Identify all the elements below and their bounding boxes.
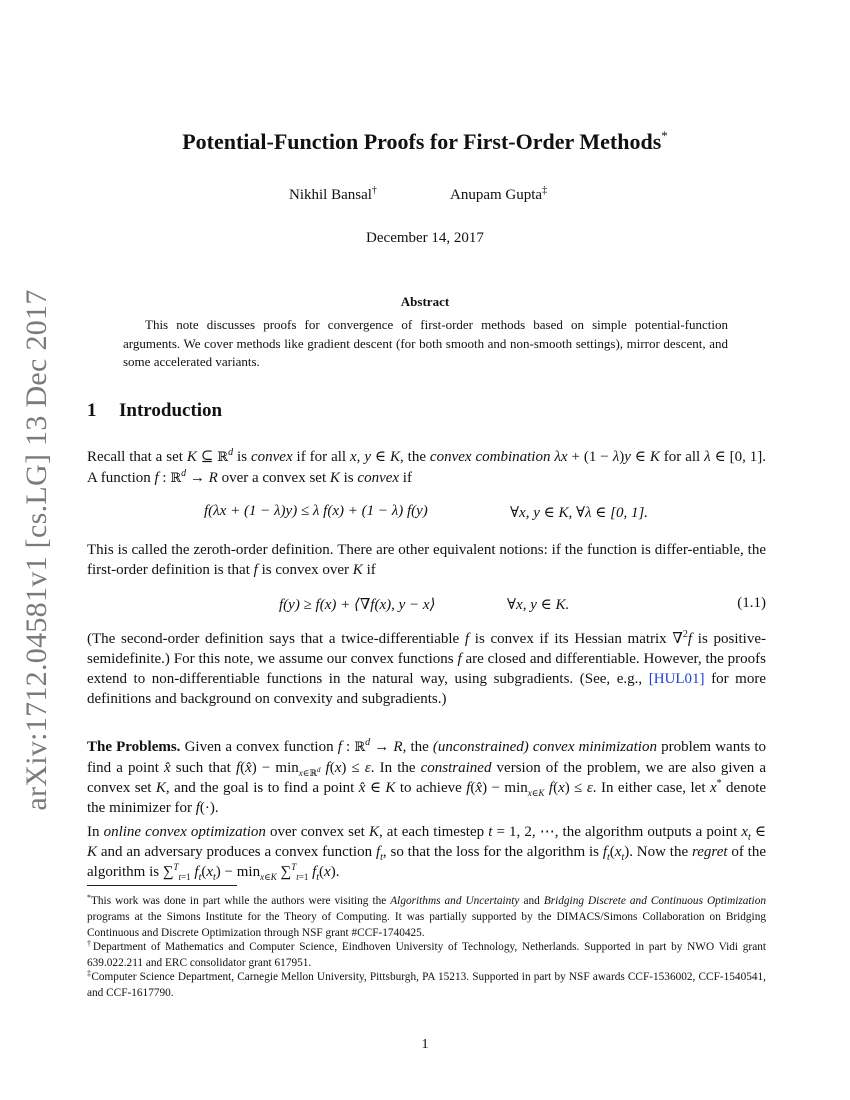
intro-paragraph-3: (The second-order definition says that a twice-differentiable f is convex if its Hessian matrix ∇$^2$f is positive-semidefinite.) For this note, we assume our convex functions f are closed and differentiable. However, the proofs extend to non-differentiable functions in the natural way, using subgradients. (See, e.g., [HUL01] for more definitions and background on convexity and subgradients.) bbox=[87, 629, 766, 707]
text-run: is bbox=[339, 470, 358, 486]
program-name: Algorithms and Uncertainty bbox=[390, 895, 520, 907]
term-regret: regret bbox=[691, 844, 728, 860]
text-run: , the bbox=[399, 449, 430, 465]
title-text: Potential-Function Proofs for First-Order Methods bbox=[182, 129, 662, 154]
footnote-2 bbox=[87, 939, 766, 971]
text-run: denote the minimizer for bbox=[87, 780, 767, 816]
author-bansal bbox=[289, 187, 377, 204]
text-run: if for all bbox=[292, 449, 350, 465]
text-run: problem wants to find a point bbox=[87, 739, 767, 776]
text-run: is bbox=[233, 449, 251, 465]
abstract-heading: Abstract bbox=[400, 294, 450, 309]
abstract-text: This note discusses proofs for convergence of first-order methods based on simple potential-function arguments. We cover methods like gradient descent (for both smooth and non-smooth settings), mirror descent, and some accelerated variants. bbox=[123, 317, 728, 369]
section-number: 1 bbox=[87, 400, 97, 421]
text-run: version of the problem, we are also given a convex set bbox=[87, 760, 767, 796]
online-paragraph: In online convex optimization over convex set K, at each timestep t = 1, 2, ⋯, the algorithm outputs a point $x_t$ ∈ K and an adversary produces a convex function $f_t$, so that the loss for the algorithm is $f_t(x_t)$. Now the regret of the algorithm is ∑$^T_{t=1}$ $f_t(x_t) - \min_{x\in K} \sum^T_{t=1}$ $f_t(x)$. bbox=[87, 824, 767, 883]
text-run: . bbox=[335, 864, 340, 880]
text-run: if bbox=[399, 470, 412, 486]
text-run: if bbox=[362, 562, 376, 578]
text-run: and bbox=[519, 895, 544, 907]
intro-paragraph-1: Recall that a set K ⊆ ℝ$^d$ is convex if for all x, y ∈ K, the convex combination λx + (1 − λ)y ∈ K for all λ ∈ [0, 1]. A function f : ℝ$^d$ → R over a convex set K is convex if bbox=[87, 447, 767, 486]
text-run: programs at the Simons Institute for the Theory of Computing. It was partially supported by the DIMACS/Simons Collaboration on Bridging Continuous and Discrete Optimization through NSF grant #CCF-1740425. bbox=[87, 911, 766, 939]
problems-paragraph: The Problems. Given a convex function f : ℝ$^d$ → R, the (unconstrained) convex minimization problem wants to find a point x̂ such that f(x̂) − $\min_{x\in ℝ^d} f(x) \le \varepsilon$. In the constrained version of the problem, we are also given a convex set K, and the goal is to find a point x̂ ∈ K to achieve f(x̂) − $\min_{x\in K} f(x) \le \varepsilon$. In either case, let x* denote the minimizer for f(·). bbox=[87, 737, 767, 816]
equation-lhs: f(y) ≥ f(x) + ⟨∇f(x), y − x⟩ bbox=[279, 597, 436, 613]
text-run: , and the goal is to find a point bbox=[165, 780, 359, 796]
author-gupta bbox=[450, 187, 547, 204]
text-run: . A function bbox=[87, 449, 767, 486]
text-run: over a convex set bbox=[217, 470, 330, 486]
text-run: (The second-order definition says that a twice-differentiable bbox=[87, 631, 465, 647]
text-run: and an adversary produces a convex function bbox=[97, 844, 376, 860]
author-name: Nikhil Bansal bbox=[289, 187, 372, 203]
text-run: is positive-semidefinite.) For this note, we assume our convex functions bbox=[87, 631, 766, 667]
term-constrained: constrained bbox=[420, 760, 492, 776]
text-run: such that bbox=[170, 760, 236, 776]
text-run: , so that the loss for the algorithm is bbox=[382, 844, 603, 860]
text-run: of the algorithm is bbox=[87, 844, 767, 880]
text-run: This is called the zeroth-order definition. There are other equivalent notions: if the function is differ-entiable, the first-order definition is that bbox=[87, 542, 766, 578]
text-run: . In either case, let bbox=[592, 780, 710, 796]
author-mark: ‡ bbox=[542, 185, 548, 196]
text-run: for all bbox=[659, 449, 705, 465]
author-name: Anupam Gupta bbox=[450, 187, 543, 203]
author-mark: † bbox=[371, 185, 377, 196]
program-name: Bridging Discrete and Continuous Optimization bbox=[543, 895, 766, 907]
text-run: is convex over bbox=[257, 562, 353, 578]
section-title: Introduction bbox=[119, 400, 223, 421]
arxiv-identifier: arXiv:1712.04581v1 [cs.LG] 13 Dec 2017 bbox=[20, 289, 53, 811]
page-number: 1 bbox=[421, 1037, 429, 1052]
text-run: over convex set bbox=[265, 824, 369, 840]
footnote-mark: * bbox=[87, 893, 91, 902]
paper-title bbox=[0, 129, 850, 155]
term-convex-combination: convex combination bbox=[429, 449, 551, 465]
footnote-3 bbox=[87, 969, 766, 1001]
paper-date: December 14, 2017 bbox=[366, 230, 484, 246]
term-convex: convex bbox=[250, 449, 293, 465]
intro-paragraph-2: This is called the zeroth-order definition. There are other equivalent notions: if the function is differ-entiable, the first-order definition is that f is convex over K if bbox=[87, 542, 766, 578]
text-run: Department of Mathematics and Computer Science, Eindhoven University of Technology, Netherlands. Supported in part by NWO Vidi grant 639.022.211 and ERC consolidator grant 617951. bbox=[87, 941, 766, 969]
equation-condition: ∀x, y ∈ K, ∀λ ∈ [0, 1]. bbox=[510, 505, 649, 521]
equation-number: (1.1) bbox=[737, 595, 766, 611]
text-run: for more definitions and background on convexity and subgradients.) bbox=[87, 671, 766, 707]
footnote-rule bbox=[87, 885, 237, 886]
text-run: , the bbox=[402, 739, 433, 755]
text-run: In bbox=[87, 824, 104, 840]
text-run: Given a convex function bbox=[180, 739, 338, 755]
equation-condition: ∀x, y ∈ K. bbox=[507, 597, 570, 613]
section-heading bbox=[87, 400, 222, 422]
text-run: to achieve bbox=[395, 780, 467, 796]
text-run: . bbox=[214, 800, 219, 816]
term-convex: convex bbox=[357, 470, 400, 486]
footnote-mark: † bbox=[87, 939, 93, 948]
text-run: Computer Science Department, Carnegie Mellon University, Pittsburgh, PA 15213. Supported in part by NSF awards CCF-1536002, CCF-1540541, and CCF-1617790. bbox=[87, 971, 767, 999]
footnote-1 bbox=[87, 893, 766, 941]
footnote-mark: ‡ bbox=[87, 969, 92, 978]
citation-link[interactable]: [HUL01] bbox=[648, 671, 705, 687]
term-unconstrained: (unconstrained) convex minimization bbox=[432, 739, 657, 755]
text-run: Recall that a set bbox=[87, 449, 187, 465]
text-run: , the algorithm outputs a point bbox=[554, 824, 742, 840]
text-run: is convex if its Hessian matrix bbox=[469, 631, 673, 647]
text-run: , at each timestep bbox=[378, 824, 489, 840]
term-online-convex-optimization: online convex optimization bbox=[103, 824, 266, 840]
paragraph-heading: The Problems. bbox=[87, 739, 181, 755]
text-run: are closed and differentiable. However, the proofs extend to non-differentiable functions in the natural way, using subgradients. (See, e.g., bbox=[87, 651, 766, 687]
text-run: . In the bbox=[370, 760, 421, 776]
text-run: . Now the bbox=[629, 844, 692, 860]
equation-lhs: f(λx + (1 − λ)y) ≤ λ f(x) + (1 − λ) f(y) bbox=[204, 503, 428, 519]
text-run: This work was done in part while the authors were visiting the bbox=[91, 895, 391, 907]
title-footnote-mark: * bbox=[661, 128, 668, 143]
